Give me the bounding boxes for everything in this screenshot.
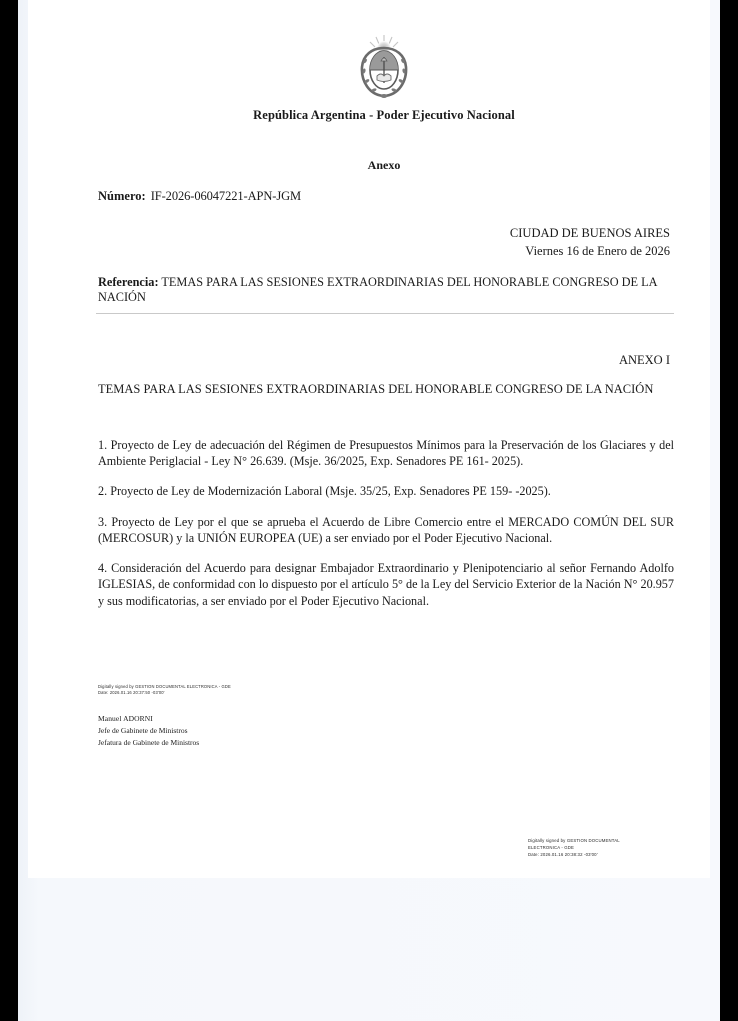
signatory-details — [98, 713, 358, 749]
referencia-label: Referencia: — [98, 275, 159, 289]
stamp-date: Date: 2026.01.16 20:38:32 -03'00' — [528, 851, 598, 857]
republic-heading: República Argentina - Poder Ejecutivo Nacional — [253, 108, 515, 122]
numero-value: IF-2026-06047221-APN-JGM — [150, 189, 302, 203]
emblem-container — [94, 33, 674, 110]
numero-label: Número: — [98, 189, 146, 203]
stamp-date: Date: 2026.01.16 20:37:50 -03'00' — [98, 690, 165, 696]
items-list — [98, 437, 674, 609]
city-line: CIUDAD DE BUENOS AIRES — [509, 226, 670, 240]
digital-signature-stamp — [98, 684, 358, 697]
document-page — [28, 0, 710, 878]
referencia-value: TEMAS PARA LAS SESIONES EXTRAORDINARIAS DEL HONORABLE CONGRESO DE LA NACIÓN — [98, 275, 657, 305]
header-divider — [96, 313, 674, 314]
body-title: TEMAS PARA LAS SESIONES EXTRAORDINARIAS DEL HONORABLE CONGRESO DE LA NACIÓN — [98, 382, 654, 396]
list-item: 2. Proyecto de Ley de Modernización Laboral (Msje. 35/25, Exp. Senadores PE 159- -2025). — [98, 484, 551, 499]
signatory-name: Manuel ADORNI — [98, 713, 153, 723]
signatory-office: Jefatura de Gabinete de Ministros — [98, 737, 200, 747]
stamp-signed-by: Digitally signed by GESTION DOCUMENTAL — [528, 838, 620, 843]
annex-heading: Anexo — [367, 158, 401, 172]
list-item: 3. Proyecto de Ley por el que se aprueba el Acuerdo de Libre Comercio entre el MERCADO COMÚN DEL SUR (MERCOSUR) y la UNIÓN EUROPEA (UE) a ser enviado por el Poder Ejecutivo Nacional. — [98, 514, 674, 545]
annex-roman-label: ANEXO I — [618, 353, 670, 367]
stamp-signed-by: Digitally signed by GESTION DOCUMENTAL ELECTRONICA - GDE — [98, 684, 231, 689]
argentina-coat-of-arms-icon — [356, 33, 412, 105]
signature-block-left — [98, 684, 358, 749]
referencia-row — [98, 275, 674, 306]
numero-row — [98, 189, 301, 204]
list-item: 4. Consideración del Acuerdo para designar Embajador Extraordinario y Plenipotenciario al señor Fernando Adolfo IGLESIAS, de conformidad con lo dispuesto por el artículo 5° de la Ley del Servicio Exterior de la Nación N° 20.957 y sus modificatorias, a ser enviado por el Poder Ejecutivo Nacional. — [98, 561, 674, 608]
signatory-role: Jefe de Gabinete de Ministros — [98, 725, 188, 735]
signature-block-right — [528, 838, 668, 859]
list-item: 1. Proyecto de Ley de adecuación del Régimen de Presupuestos Mínimos para la Preservación de los Glaciares y del Ambiente Periglacial - Ley N° 26.639. (Msje. 36/2025, Exp. Senadores PE 161- 2025). — [98, 438, 674, 469]
date-line: Viernes 16 de Enero de 2026 — [525, 244, 670, 258]
stamp-signed-by-cont: ELECTRONICA - GDE — [528, 844, 575, 850]
